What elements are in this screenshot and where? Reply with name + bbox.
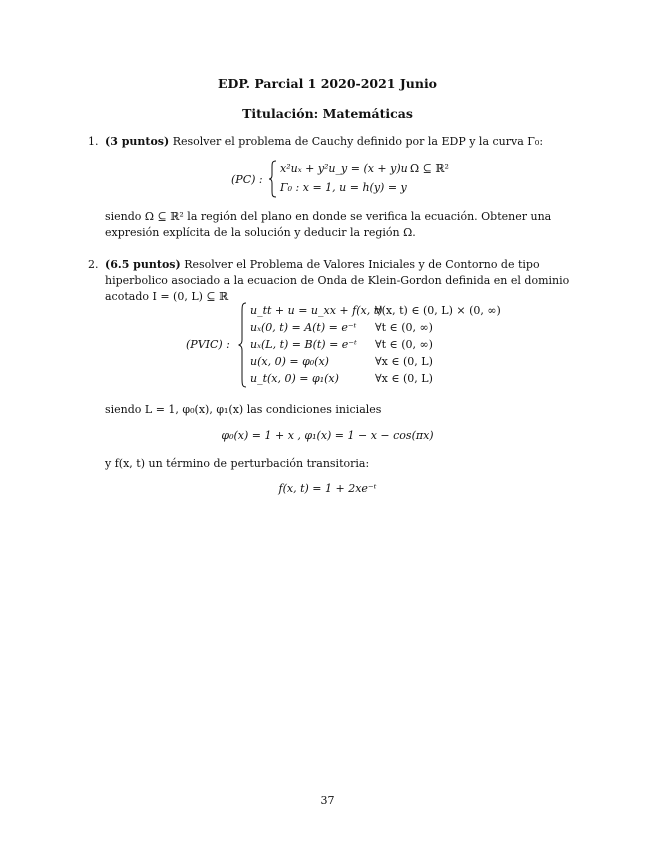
problem-1-number: 1. (88, 135, 99, 148)
pvic-condition-row: ∀x ∈ (0, L) (375, 355, 433, 368)
problem-2-number: 2. (88, 258, 99, 271)
problem-1-domain: Ω ⊆ ℝ² (410, 162, 449, 175)
problem-2-forcing-term: f(x, t) = 1 + 2xe⁻ᵗ (278, 482, 377, 495)
problem-2-statement (88, 257, 580, 305)
problem-2-text: Resolver el Problema de Valores Iniciales y de Contorno de tipo hiperbolico asociado a la ecuacion de Onda de Klein-Gordon definida en el dominio acotado I = (0, L) ⊆ ℝ (105, 258, 570, 303)
pvic-equation-row: u_t(x, 0) = φ₁(x) (250, 372, 339, 385)
problem-2-initial-conditions: φ₀(x) = 1 + x , φ₁(x) = 1 − x − cos(πx) (221, 429, 434, 442)
pvic-equation-row: u(x, 0) = φ₀(x) (250, 355, 329, 368)
pvic-condition-row: ∀t ∈ (0, ∞) (375, 338, 433, 351)
problem-2-system-label: (PVIC) : (186, 338, 230, 351)
pvic-equation-row: uₓ(0, t) = A(t) = e⁻ᵗ (250, 321, 357, 334)
problem-1-system-label: (PC) : (231, 173, 263, 186)
pvic-condition-row: ∀t ∈ (0, ∞) (375, 321, 433, 334)
page-title: EDP. Parcial 1 2020-2021 Junio (217, 76, 438, 91)
problem-1-curve: Γ₀ : x = 1, u = h(y) = y (280, 181, 407, 194)
problem-1-brace (268, 160, 278, 198)
page-number: 37 (320, 794, 335, 807)
page-subtitle: Titulación: Matemáticas (242, 106, 413, 121)
problem-1-equation: x²uₓ + y²u_y = (x + y)u (280, 162, 408, 175)
problem-1-points: (3 puntos) (105, 135, 170, 148)
problem-1-closing-text: siendo Ω ⊆ ℝ² la región del plano en donde se verifica la ecuación. Obtener una expresión explícita de la solución y deducir la región Ω. (105, 210, 552, 239)
pvic-equation-row: u_tt + u = u_xx + f(x, t) (250, 304, 383, 317)
problem-2-points: (6.5 puntos) (105, 258, 181, 271)
problem-2-initial-text: siendo L = 1, φ₀(x), φ₁(x) las condiciones iniciales (105, 403, 382, 416)
problem-1-text: Resolver el problema de Cauchy definido por la EDP y la curva Γ₀: (172, 135, 544, 148)
problem-2-brace (238, 302, 248, 388)
pvic-equation-row: uₓ(L, t) = B(t) = e⁻ᵗ (250, 338, 357, 351)
problem-2-forcing-text: y f(x, t) un término de perturbación transitoria: (105, 457, 370, 470)
pvic-condition-row: ∀(x, t) ∈ (0, L) × (0, ∞) (375, 304, 501, 317)
pvic-condition-row: ∀x ∈ (0, L) (375, 372, 433, 385)
problem-1-statement (88, 134, 580, 150)
